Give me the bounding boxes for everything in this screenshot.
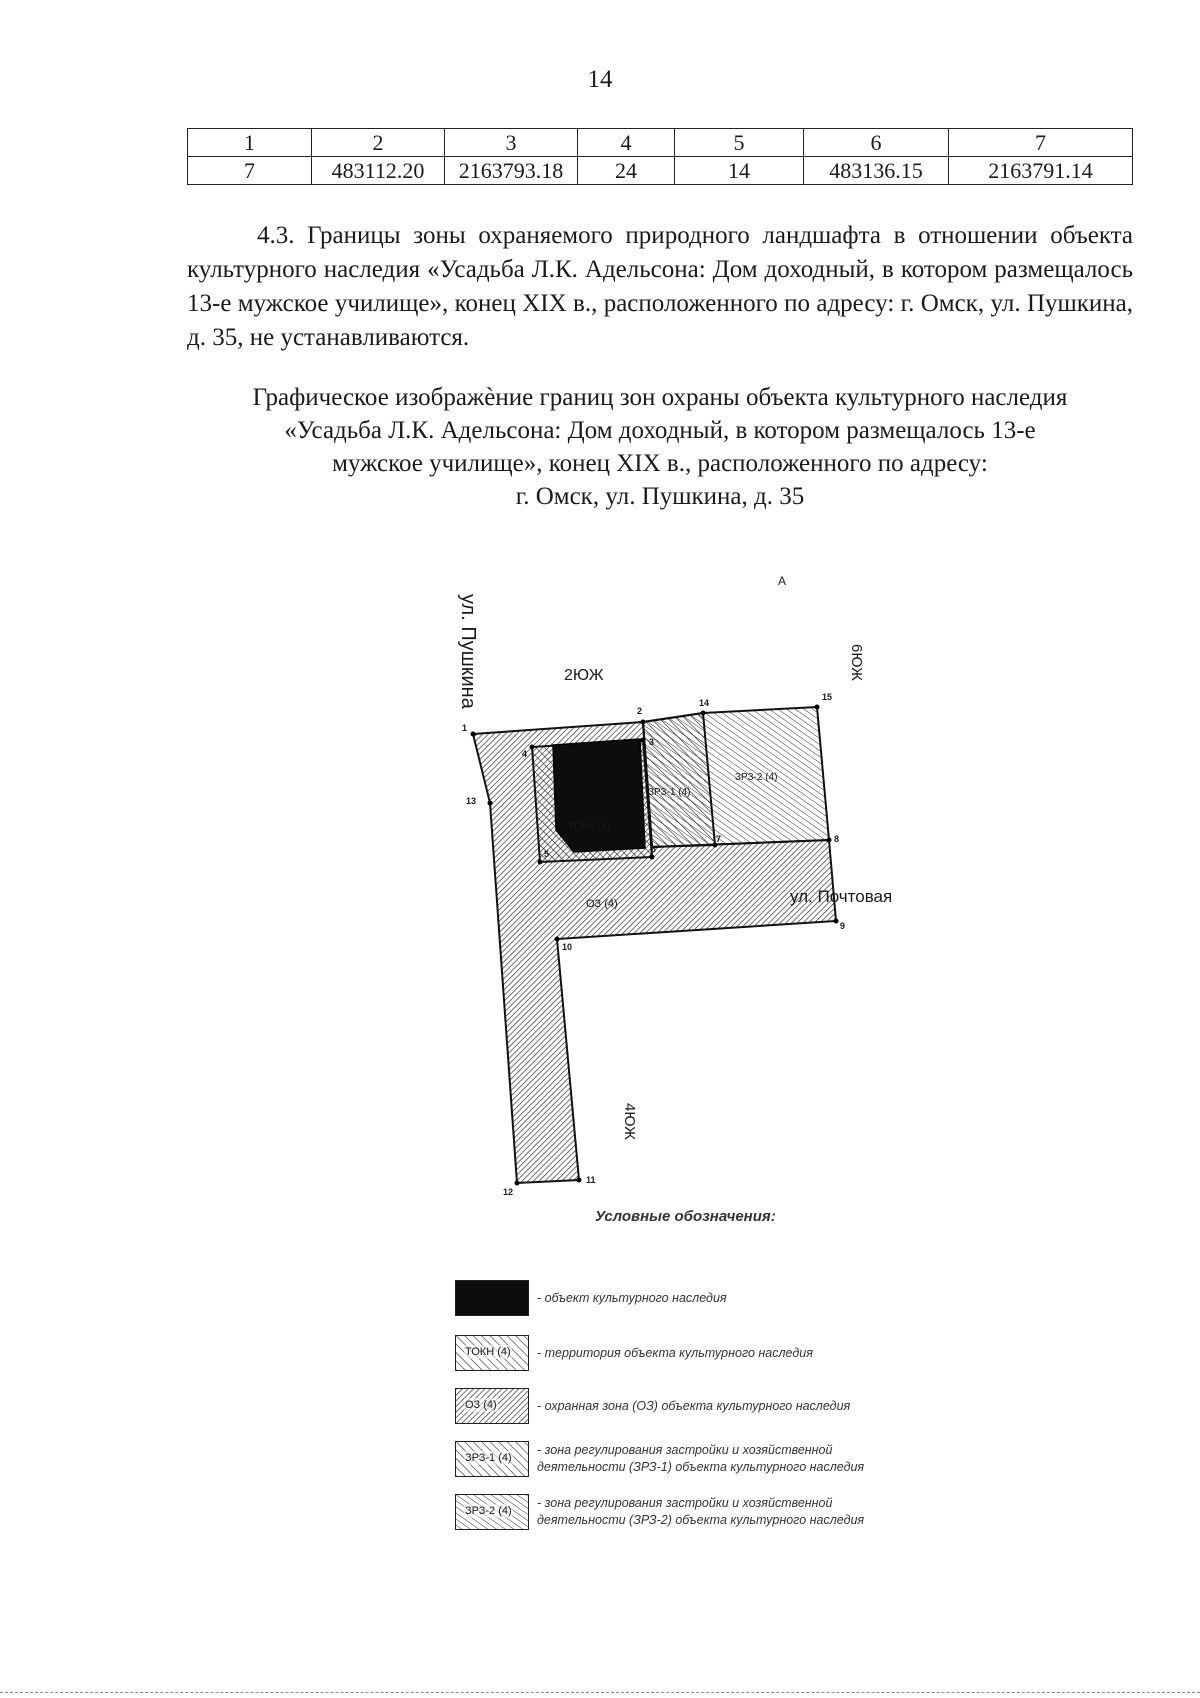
legend-item-okn-territory	[455, 1335, 813, 1371]
point-marker-6	[650, 855, 655, 860]
page-number: 14	[587, 66, 613, 93]
table-cell: 2163791.14	[949, 157, 1133, 185]
point-marker-9	[834, 919, 839, 924]
legend-swatch-label: ТОКН (4)	[465, 1346, 511, 1358]
point-marker-3	[641, 738, 646, 743]
zone-2uzh-label: 2ЮЖ	[564, 667, 604, 684]
table-header-cell: 3	[445, 129, 578, 157]
legend-item-zrz2	[455, 1494, 864, 1530]
point-marker-15	[815, 705, 820, 710]
table-cell: 483136.15	[804, 157, 949, 185]
legend-swatch-hatched	[455, 1494, 529, 1530]
page-bottom-divider	[0, 1692, 1200, 1693]
north-mark: А	[778, 574, 787, 588]
legend-swatch-hatched	[455, 1441, 529, 1477]
legend-swatch-label: ОЗ (4)	[465, 1399, 497, 1411]
table-header-cell: 6	[804, 129, 949, 157]
legend-swatch-hatched	[455, 1335, 529, 1371]
point-label: 8	[834, 834, 840, 844]
point-label: 9	[840, 921, 846, 931]
oz-zone-label: ОЗ (4)	[586, 898, 618, 910]
legend-swatch-hatched	[455, 1388, 529, 1424]
point-label: 12	[503, 1187, 514, 1197]
point-label: 15	[822, 692, 833, 702]
point-label: 1	[462, 723, 468, 733]
legend-title: Условные обозначения:	[595, 1208, 776, 1225]
legend-text: деятельности (ЗРЗ-1) объекта культурного наследия	[537, 1460, 865, 1474]
point-label: 10	[562, 942, 573, 952]
point-label: 11	[586, 1175, 596, 1185]
zrz1-zone-label: ЗРЗ-1 (4)	[648, 787, 691, 798]
table-header-cell: 5	[675, 129, 804, 157]
heritage-object-building	[553, 739, 645, 852]
legend-text: - объект культурного наследия	[537, 1290, 727, 1305]
street-pochtovaya-label: ул. Почтовая	[790, 887, 893, 906]
legend-swatch-label: ЗРЗ-2 (4)	[465, 1505, 512, 1517]
legend-item-oz	[455, 1388, 850, 1424]
table-header-cell: 4	[578, 129, 675, 157]
caption-line: Графическое изображѐние границ зон охраны объекта культурного наследия	[252, 384, 1068, 411]
point-marker-2	[641, 720, 646, 725]
caption-line: «Усадьба Л.К. Адельсона: Дом доходный, в котором размещалось 13-е	[284, 417, 1036, 444]
okn-zone-label: ТОКН (4)	[568, 822, 610, 833]
section-4-3-paragraph: 4.3. Границы зоны охраняемого природного ландшафта в отношении объекта культурного наследия «Усадьба Л.К. Адельсона: Дом доходный, в котором размещалось 13-е мужское училище», конец XIX в., расположенного по адресу: г. Омск, ул. Пушкина, д. 35, не устанавливаются.	[187, 222, 1133, 351]
legend-text: деятельности (ЗРЗ-2) объекта культурного наследия	[537, 1513, 865, 1527]
point-label: 3	[649, 737, 655, 747]
table-cell: 24	[578, 157, 675, 185]
table-header-cell: 1	[188, 129, 312, 157]
zone-6uzh-label: 6ЮЖ	[848, 644, 865, 682]
zrz2-zone-label: ЗРЗ-2 (4)	[735, 772, 778, 783]
point-label: 4	[522, 749, 528, 759]
legend-text: - зона регулирования застройки и хозяйственной	[537, 1443, 833, 1457]
table-cell: 14	[675, 157, 804, 185]
legend-item-heritage-object	[455, 1280, 727, 1316]
legend-text: - территория объекта культурного наследия	[537, 1345, 813, 1360]
point-label: 6	[651, 844, 657, 854]
table-cell: 7	[188, 157, 312, 185]
point-marker-5	[538, 860, 543, 865]
point-marker-8	[827, 838, 832, 843]
point-marker-14	[701, 711, 706, 716]
point-label: 13	[466, 796, 477, 806]
point-label: 7	[716, 834, 722, 844]
point-marker-13	[488, 801, 493, 806]
table-header-cell: 7	[949, 129, 1133, 157]
table-cell: 483112.20	[312, 157, 445, 185]
zone-4uzh-label: 4ЮЖ	[621, 1103, 638, 1141]
zrz1-zone-area	[643, 713, 715, 847]
legend-text: - зона регулирования застройки и хозяйственной	[537, 1496, 833, 1510]
point-marker-4	[530, 745, 535, 750]
caption-line: г. Омск, ул. Пушкина, д. 35	[515, 483, 805, 510]
legend-item-zrz1	[455, 1441, 864, 1477]
caption-line: мужское училище», конец XIX в., расположенного по адресу:	[332, 450, 988, 477]
legend-swatch-label: ЗРЗ-1 (4)	[465, 1452, 512, 1464]
point-marker-1	[471, 732, 476, 737]
street-pushkina-label: ул. Пушкина	[457, 594, 479, 709]
point-label: 14	[699, 698, 710, 708]
point-label: 5	[544, 849, 550, 859]
point-label: 2	[637, 706, 643, 716]
legend-swatch-solid	[455, 1280, 529, 1316]
point-marker-12	[515, 1181, 520, 1186]
point-marker-10	[555, 937, 560, 942]
point-marker-11	[577, 1178, 582, 1183]
legend-text: - охранная зона (ОЗ) объекта культурного наследия	[537, 1398, 851, 1413]
table-header-cell: 2	[312, 129, 445, 157]
table-cell: 2163793.18	[445, 157, 578, 185]
